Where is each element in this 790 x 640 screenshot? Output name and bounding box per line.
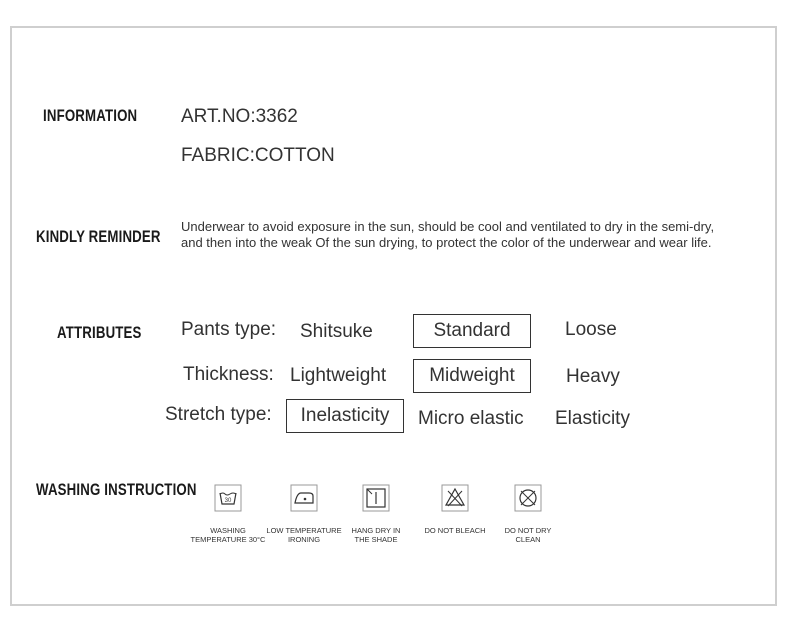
pants-type-option-loose: Loose xyxy=(565,319,617,340)
thickness-label: Thickness: xyxy=(183,364,274,385)
thickness-option-midweight: Midweight xyxy=(413,359,531,393)
wash-item-dry-shade xyxy=(331,484,421,544)
fabric-value: FABRIC:COTTON xyxy=(181,145,335,166)
reminder-heading: KINDLY REMINDER xyxy=(36,227,161,246)
thickness-option-heavy: Heavy xyxy=(566,366,620,387)
wash-item-no-dry-clean xyxy=(483,484,573,544)
attributes-heading: ATTRIBUTES xyxy=(57,323,142,342)
pants-type-option-shitsuke: Shitsuke xyxy=(300,321,373,342)
article-number: ART.NO:3362 xyxy=(181,106,298,127)
stretch-type-label: Stretch type: xyxy=(165,404,272,425)
stretch-type-option-elasticity: Elasticity xyxy=(555,408,630,429)
stretch-type-option-micro-elastic: Micro elastic xyxy=(418,408,524,429)
dry-shade-icon xyxy=(362,484,390,512)
wash-caption: WASHING TEMPERATURE 30°C xyxy=(190,526,266,544)
washing-heading: WASHING INSTRUCTION xyxy=(36,480,197,499)
reminder-line-2: and then into the weak Of the sun drying, to protect the color of the underwear and wear life. xyxy=(181,235,712,250)
reminder-line-1: Underwear to avoid exposure in the sun, should be cool and ventilated to dry in the semi-dry, xyxy=(181,219,715,234)
svg-text:30: 30 xyxy=(224,498,232,504)
iron-low-icon xyxy=(290,484,318,512)
stretch-type-option-inelasticity: Inelasticity xyxy=(286,399,404,433)
no-bleach-caption: DO NOT BLEACH xyxy=(424,526,486,535)
no-dry-clean-caption: DO NOT DRY CLEAN xyxy=(504,526,552,544)
information-heading: INFORMATION xyxy=(43,106,138,125)
no-dry-clean-icon xyxy=(514,484,542,512)
iron-caption: LOW TEMPERATURE IRONING xyxy=(266,526,342,544)
dry-shade-caption: HANG DRY IN THE SHADE xyxy=(351,526,401,544)
wash-30-icon xyxy=(214,484,242,512)
pants-type-option-standard: Standard xyxy=(413,314,531,348)
no-bleach-icon xyxy=(441,484,469,512)
reminder-text xyxy=(181,219,771,251)
pants-type-label: Pants type: xyxy=(181,319,277,340)
thickness-option-lightweight: Lightweight xyxy=(290,365,387,386)
